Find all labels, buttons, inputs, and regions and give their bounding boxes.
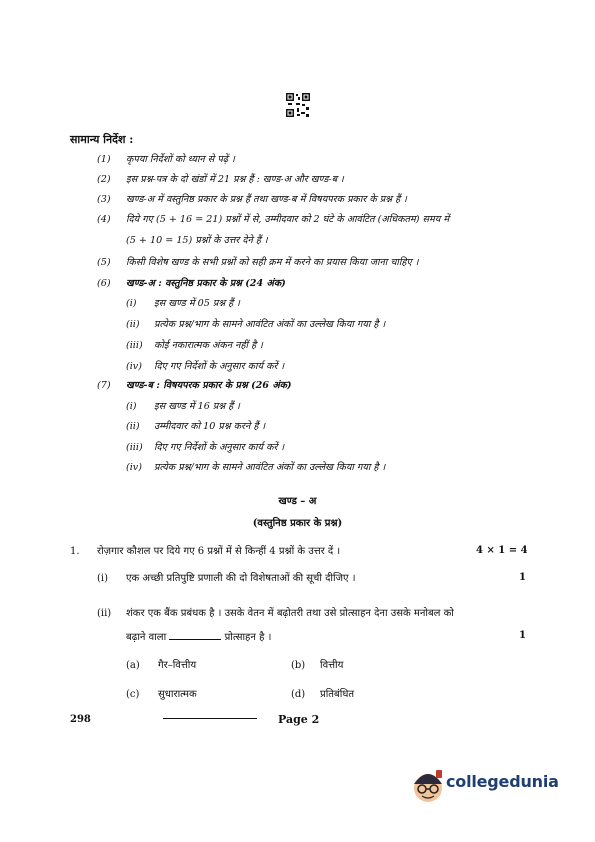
instruction-item: (5) किसी विशेष खण्ड के सभी प्रश्नों को सही क्रम में करने का प्रयास किया जाना चाहिए ।	[97, 257, 419, 268]
option-label: (c)	[126, 689, 140, 700]
option-text: गैर–वित्तीय	[158, 660, 197, 671]
option-text: वित्तीय	[320, 660, 344, 671]
qr-code-icon	[285, 92, 311, 118]
sub-instruction-item: (iii) कोई नकारात्मक अंकन नहीं है ।	[126, 340, 263, 351]
part-text: शंकर एक बैंक प्रबंधक है । उसके वेतन में बढ़ोतरी तथा उसे प्रोत्साहन देना उसके मनोबल को	[126, 608, 454, 619]
sub-instruction-item: (i) इस खण्ड में 16 प्रश्न हैं ।	[126, 401, 240, 412]
part-marks: 1	[519, 630, 526, 641]
option-text: सुधारात्मक	[158, 689, 197, 700]
footer-divider	[163, 718, 257, 719]
instruction-item-continued: (5 + 10 = 15) प्रश्नों के उत्तर देने हैं ।	[126, 235, 268, 246]
sub-instruction-item: (ii) उम्मीदवार को 10 प्रश्न करने हैं ।	[126, 421, 266, 432]
sub-instruction-item: (iii) दिए गए निर्देशों के अनुसार कार्य करें ।	[126, 442, 285, 453]
sub-instruction-item: (iv) दिए गए निर्देशों के अनुसार कार्य करें ।	[126, 361, 285, 372]
sub-instruction-item: (ii) प्रत्येक प्रश्न/भाग के सामने आवंटित अंकों का उल्लेख किया गया है ।	[126, 319, 386, 330]
part-text-continued: बढ़ाने वाला प्रोत्साहन है ।	[126, 632, 272, 643]
general-instructions-heading: सामान्य निर्देश :	[70, 133, 134, 146]
part-text: एक अच्छी प्रतिपुष्टि प्रणाली की दो विशेषताओं की सूची दीजिए ।	[126, 573, 356, 584]
instruction-item: (6) खण्ड-अ : वस्तुनिष्ठ प्रकार के प्रश्न (24 अंक)	[97, 278, 286, 289]
part-number: (i)	[97, 573, 109, 584]
part-marks: 1	[519, 572, 526, 583]
logo-text: collegedunia	[446, 772, 559, 791]
instruction-item: (7) खण्ड-ब : विषयपरक प्रकार के प्रश्न (26 अंक)	[97, 380, 292, 391]
question-text: रोज़गार कौशल पर दिये गए 6 प्रश्नों में से किन्हीं 4 प्रश्नों के उत्तर दें ।	[97, 546, 341, 557]
section-subtitle: (वस्तुनिष्ठ प्रकार के प्रश्न)	[252, 518, 343, 529]
instruction-item: (4) दिये गए (5 + 16 = 21) प्रश्नों में से, उम्मीदवार को 2 घंटे के आवंटित (अधिकतम) समय में	[97, 214, 450, 225]
instruction-item: (3) खण्ड-अ में वस्तुनिष्ठ प्रकार के प्रश्न हैं तथा खण्ड-ब में विषयपरक प्रकार के प्रश्न हैं ।	[97, 194, 407, 205]
page-number: Page 2	[278, 713, 320, 726]
option-label: (b)	[291, 660, 306, 671]
option-label: (a)	[126, 660, 140, 671]
fill-in-blank	[169, 630, 221, 640]
option-label: (d)	[291, 689, 306, 700]
question-marks: 4 × 1 = 4	[476, 545, 528, 556]
sub-instruction-item: (i) इस खण्ड में 05 प्रश्न हैं ।	[126, 298, 240, 309]
paper-code: 298	[70, 714, 91, 725]
sub-instruction-item: (iv) प्रत्येक प्रश्न/भाग के सामने आवंटित अंकों का उल्लेख किया गया है ।	[126, 462, 386, 473]
instruction-item: (2) इस प्रश्न-पत्र के दो खंडों में 21 प्रश्न हैं : खण्ड-अ और खण्ड-ब ।	[97, 174, 344, 185]
option-text: प्रतिबंधित	[320, 689, 355, 700]
question-number: 1.	[70, 546, 80, 557]
part-number: (ii)	[97, 608, 112, 619]
section-title: खण्ड – अ	[278, 496, 317, 507]
instruction-item: (1) कृपया निर्देशों को ध्यान से पढ़ें ।	[97, 154, 235, 165]
